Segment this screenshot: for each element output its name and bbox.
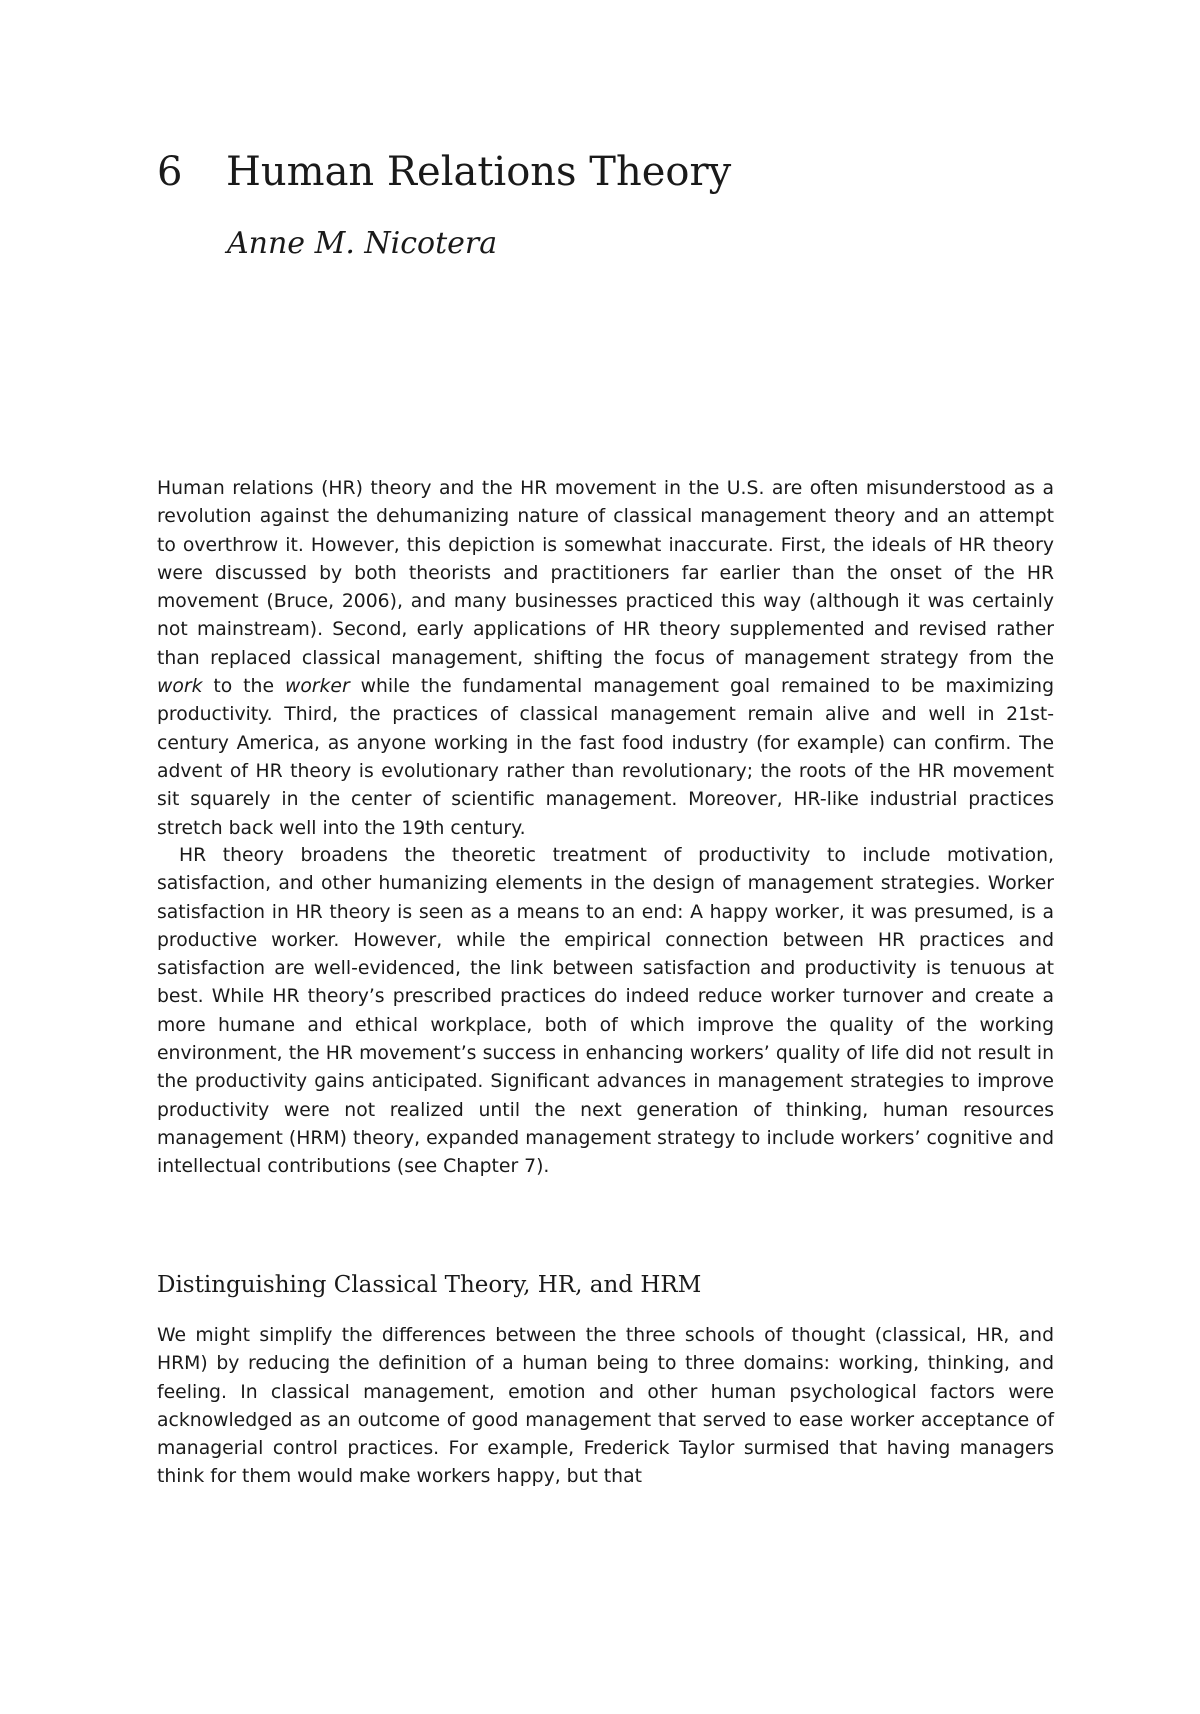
section-heading: Distinguishing Classical Theory, HR, and HRM — [157, 1272, 702, 1298]
chapter-title-text: Human Relations Theory — [226, 149, 732, 195]
emphasis-work: work — [157, 676, 203, 698]
emphasis-worker: worker — [284, 676, 350, 698]
chapter-number: 6 — [157, 149, 183, 195]
section-paragraph: We might simplify the differences between the three schools of thought (classical, HR, and HRM) by reducing the definition of a human being to three domains: working, thinking, and feeling. In classical management, emotion and other human psychological factors were acknowledged as an outcome of good management that served to ease worker acceptance of managerial control practices. For example, Frederick Taylor surmised that having managers think for them would make workers happy, but that — [157, 1325, 1054, 1488]
intro-paragraph-part2: to the — [202, 676, 285, 698]
second-paragraph: HR theory broadens the theoretic treatment of productivity to include motivation, satisfaction, and other humanizing elements in the design of management strategies. Worker satisfaction in HR theory is seen as a means to an end: A happy worker, it was presumed, is a productive worker. However, while the empirical connection between HR practices and satisfaction are well-evidenced, the link between satisfaction and productivity is tenuous at best. While HR theory’s prescribed practices do indeed reduce worker turnover and create a more humane and ethical workplace, both of which improve the quality of the working environment, the HR movement’s success in enhancing workers’ quality of life did not result in the productivity gains anticipated. Significant advances in management strategies to improve productivity were not realized until the next generation of thinking, human resources management (HRM) theory, expanded management strategy to include workers’ cognitive and intellectual contributions (see Chapter 7). — [157, 845, 1054, 1178]
intro-paragraph-part1: Human relations (HR) theory and the HR movement in the U.S. are often misunderstood as a revolution against the dehumanizing nature of classical management theory and an attempt to overthrow it. However, this depiction is somewhat inaccurate. First, the ideals of HR theory were discussed by both theorists and practitioners far earlier than the onset of the HR movement (Bruce, 2006), and many businesses practiced this way (although it was certainly not mainstream). Second, early applications of HR theory supplemented and revised rather than replaced classical management, shifting the focus of management strategy from the — [157, 478, 1054, 669]
intro-paragraph-part3: while the fundamental management goal remained to be maximizing productivity. Third, the practices of classical management remain alive and well in 21st-century America, as anyone working in the fast food industry (for example) can confirm. The advent of HR theory is evolutionary rather than revolutionary; the roots of the HR movement sit squarely in the center of scientific management. Moreover, HR-like industrial practices stretch back well into the 19th century. — [157, 676, 1054, 839]
chapter-author: Anne M. Nicotera — [227, 226, 498, 261]
intro-paragraph — [157, 475, 1054, 843]
chapter-title — [157, 148, 731, 196]
